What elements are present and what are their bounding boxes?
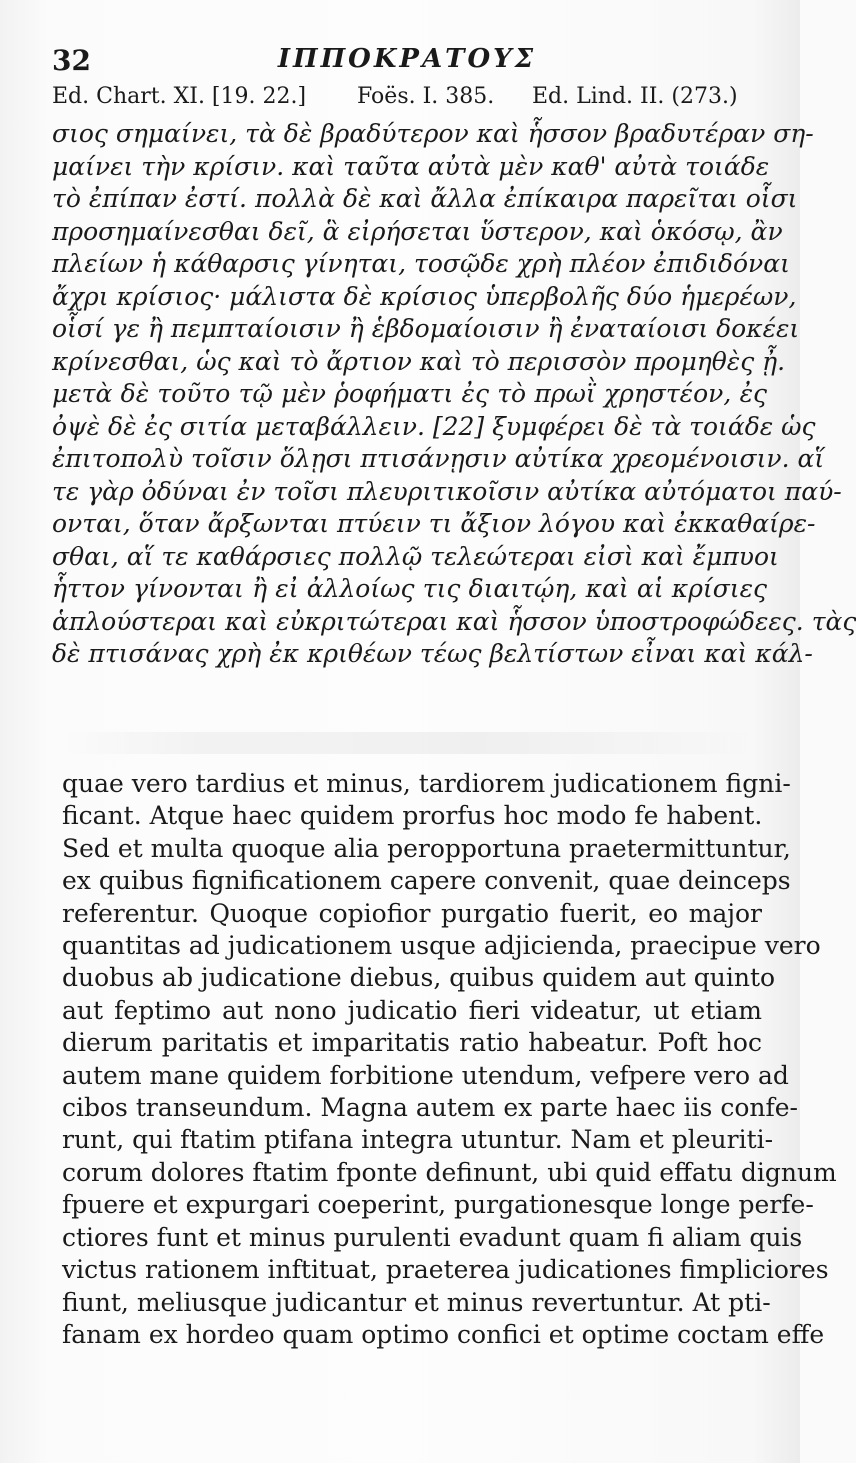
greek-line: κρίνεσθαι, ὡς καὶ τὸ ἄρτιον καὶ τὸ περισσὸν προμηθὲς ᾖ.	[52, 346, 786, 376]
latin-line: fiunt, meliusque judicantur et minus revertuntur. At pti-	[62, 1287, 771, 1317]
greek-line: τε γὰρ ὀδύναι ἐν τοῖσι πλευριτικοῖσιν αὐτίκα αὐτόματοι παύ-	[52, 476, 842, 506]
greek-line: πλείων ἡ κάθαρσις γίνηται, τοσῷδε χρὴ πλέον ἐπιδιδόναι	[52, 249, 790, 278]
edition-reference-linden: Ed. Lind. II. (273.)	[532, 84, 738, 109]
greek-line: ὀψὲ δὲ ἐς σιτία μεταβάλλειν. [22] ξυμφέρει δὲ τὰ τοιάδε ὡς	[52, 411, 816, 441]
latin-line: corum dolores ftatim fponte definunt, ubi quid effatu dignum	[62, 1157, 837, 1187]
latin-line: cibos transeundum. Magna autem ex parte haec iis confe-	[62, 1093, 798, 1123]
latin-line: Sed et multa quoque alia peropportuna praetermittuntur,	[62, 833, 791, 863]
latin-line: referentur. Quoque copiofior purgatio fuerit, eo major	[62, 898, 762, 928]
latin-line: fpuere et expurgari coeperint, purgationesque longe perfe-	[62, 1190, 814, 1220]
latin-line: autem mane quidem forbitione utendum, vefpere vero ad	[62, 1060, 789, 1090]
greek-line: σθαι, αἵ τε καθάρσιες πολλῷ τελεώτεραι εἰσὶ καὶ ἔμπυοι	[52, 541, 779, 571]
greek-line: οἷσί γε ἢ πεμπταίοισιν ἢ ἑβδομαίοισιν ἢ ἐναταίοισι δοκέει	[52, 314, 800, 343]
latin-line: victus rationem inftituat, praeterea judicationes fimpliciores	[62, 1255, 829, 1285]
greek-line: μαίνει τὴν κρίσιν. καὶ ταῦτα αὐτὰ μὲν καθ' αὐτὰ τοιάδε	[52, 151, 770, 181]
latin-line: duobus ab judicatione diebus, quibus quidem aut quinto	[62, 963, 776, 993]
edition-reference-chartier: Ed. Chart. XI. [19. 22.]	[52, 84, 307, 109]
greek-line: ἁπλούστεραι καὶ εὐκριτώτεραι καὶ ἧσσον ὑποστροφώδεες. τὰς	[52, 606, 856, 636]
edition-reference-foes: Foës. I. 385.	[357, 84, 495, 109]
latin-line: fanam ex hordeo quam optimo confici et optime coctam effe	[62, 1319, 825, 1349]
latin-line: ctiores funt et minus purulenti evadunt quam fi aliam quis	[62, 1222, 803, 1252]
running-title: ΙΠΠΟΚΡΑΤΟΥΣ	[277, 44, 537, 74]
greek-line: σιος σημαίνει, τὰ δὲ βραδύτερον καὶ ἧσσον βραδυτέραν ση-	[52, 119, 814, 148]
page-header	[52, 40, 762, 80]
greek-line: ἄχρι κρίσιος· μάλιστα δὲ κρίσιος ὑπερβολῆς δύο ἡμερέων,	[52, 281, 797, 311]
latin-text-block	[62, 768, 837, 1351]
greek-text-block	[52, 118, 856, 671]
greek-line: δὲ πτισάνας χρὴ ἐκ κριθέων τέως βελτίστων εἶναι καὶ κάλ-	[52, 639, 813, 668]
latin-line: runt, qui ftatim ptifana integra utuntur. Nam et pleuriti-	[62, 1125, 774, 1155]
edition-references	[52, 84, 767, 118]
latin-line: aut feptimo aut nono judicatio fieri videatur, ut etiam	[62, 995, 762, 1025]
latin-line: quae vero tardius et minus, tardiorem judicationem figni-	[62, 769, 791, 798]
greek-line: ἐπιτοπολὺ τοῖσιν ὅλῃσι πτισάνῃσιν αὐτίκα χρεομένοισιν. αἵ	[52, 444, 825, 473]
latin-line: ex quibus fignificationem capere convenit, quae deinceps	[62, 866, 791, 896]
greek-line: προσημαίνεσθαι δεῖ, ἃ εἰρήσεται ὕστερον, καὶ ὁκόσῳ, ἂν	[52, 216, 783, 246]
latin-line: quantitas ad judicationem usque adjicienda, praecipue vero	[62, 931, 821, 961]
greek-line: μετὰ δὲ τοῦτο τῷ μὲν ῥοφήματι ἐς τὸ πρωῒ χρηστέον, ἐς	[52, 379, 767, 408]
page-number: 32	[52, 44, 91, 77]
greek-line: ἧττον γίνονται ἢ εἰ ἀλλοίως τις διαιτῴη, καὶ αἱ κρίσιες	[52, 574, 767, 603]
latin-line: ficant. Atque haec quidem prorfus hoc modo fe habent.	[62, 801, 763, 831]
greek-line: ονται, ὅταν ἄρξωνται πτύειν τι ἄξιον λόγου καὶ ἐκκαθαίρε-	[52, 509, 816, 538]
latin-line: dierum paritatis et imparitatis ratio habeatur. Poft hoc	[62, 1028, 762, 1058]
greek-line: τὸ ἐπίπαν ἐστί. πολλὰ δὲ καὶ ἄλλα ἐπίκαιρα παρεῖται οἷσι	[52, 184, 798, 213]
bleed-through-smudge	[60, 732, 760, 754]
